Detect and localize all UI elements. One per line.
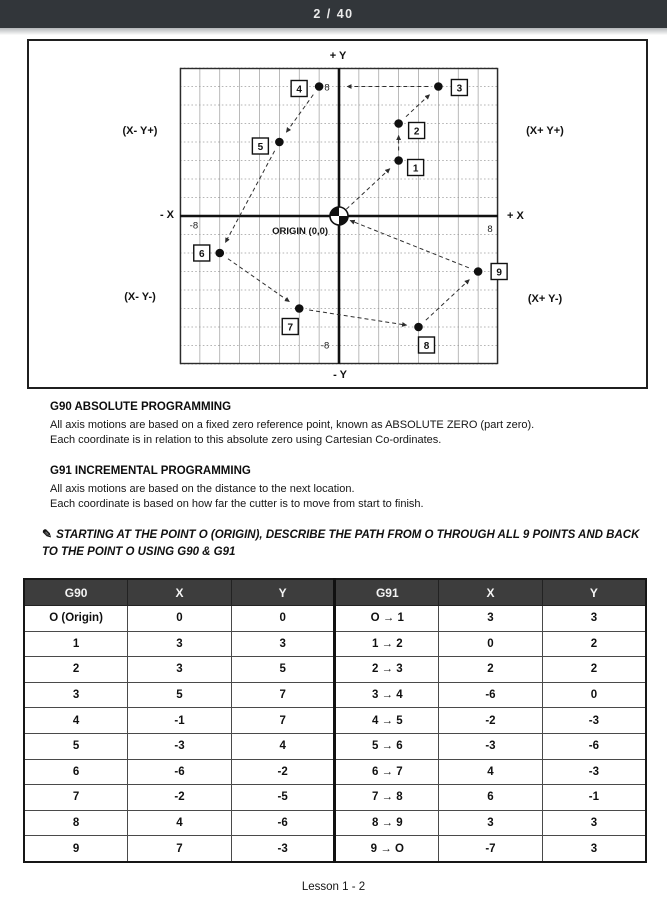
table-cell: -3: [542, 708, 646, 734]
table-cell: 3: [24, 682, 128, 708]
table-cell: 0: [231, 606, 335, 632]
table-cell: -7: [439, 836, 543, 862]
table-cell: 6 → 7: [335, 759, 439, 785]
table-cell: -2: [128, 785, 232, 811]
point-label-7: 7: [287, 322, 294, 334]
coordinate-grid-svg: [180, 68, 502, 364]
table-cell: 3: [128, 657, 232, 683]
table-cell: 9: [24, 836, 128, 862]
table-cell: -2: [231, 759, 335, 785]
lesson-footer: Lesson 1 - 2: [301, 881, 366, 893]
coordinates-table: [23, 578, 647, 863]
section-g90-heading: G90 ABSOLUTE PROGRAMMING: [50, 401, 232, 413]
table-cell: 4: [128, 810, 232, 836]
table-cell: 0: [439, 631, 543, 657]
point-label-8: 8: [423, 341, 430, 352]
point-dot-6: [215, 249, 224, 258]
column-header: G91: [335, 579, 439, 606]
section-g90: [50, 400, 650, 449]
table-row: [24, 785, 646, 811]
table-row: [24, 708, 646, 734]
table-cell: O (Origin): [24, 606, 128, 632]
point-dot-1: [394, 156, 403, 165]
table-cell: 3 → 4: [335, 682, 439, 708]
section-g91-line1: All axis motions are based on the distance to the next location.: [50, 482, 355, 495]
table-cell: -3: [128, 733, 232, 759]
table-cell: -2: [439, 708, 543, 734]
point-label-6: 6: [198, 249, 205, 260]
table-cell: 9 → O: [335, 836, 439, 862]
table-cell: -3: [542, 759, 646, 785]
table-cell: 2: [439, 657, 543, 683]
table-cell: 6: [24, 759, 128, 785]
tick-label: 8: [487, 223, 493, 235]
table-cell: -6: [128, 759, 232, 785]
table-row: [24, 759, 646, 785]
table-cell: 8 → 9: [335, 810, 439, 836]
table-cell: 5: [24, 733, 128, 759]
table-cell: -6: [231, 810, 335, 836]
table-cell: 8: [24, 810, 128, 836]
column-header: Y: [231, 579, 335, 606]
point-label-5: 5: [257, 142, 264, 153]
table-cell: 2: [542, 657, 646, 683]
table-cell: 5: [128, 682, 232, 708]
viewer-toolbar: [0, 0, 667, 28]
table-cell: -3: [231, 836, 335, 862]
point-label-9: 9: [496, 267, 502, 279]
table-row: [24, 836, 646, 862]
column-header: X: [439, 579, 543, 606]
table-cell: 5: [231, 657, 335, 683]
table-cell: 2 → 3: [335, 657, 439, 683]
point-label-4: 4: [296, 84, 302, 96]
table-cell: 3: [542, 810, 646, 836]
point-dot-2: [394, 119, 403, 128]
table-row: [24, 606, 646, 632]
point-dot-5: [275, 138, 284, 147]
quadrant-label-bottom-right: (X+ Y-): [527, 293, 563, 305]
table-cell: 3: [439, 606, 543, 632]
table-cell: 5 → 6: [335, 733, 439, 759]
table-cell: 4: [231, 733, 335, 759]
point-label-3: 3: [456, 83, 463, 95]
table-row: [24, 657, 646, 683]
table-cell: 1 → 2: [335, 631, 439, 657]
axis-label-minus-x: - X: [159, 209, 174, 221]
table-cell: 2: [542, 631, 646, 657]
table-cell: 3: [439, 810, 543, 836]
table-cell: -3: [439, 733, 543, 759]
page-indicator: 2 / 40: [313, 7, 354, 21]
section-g91-heading: G91 INCREMENTAL PROGRAMMING: [50, 465, 251, 477]
table-cell: 0: [128, 606, 232, 632]
axis-label-minus-y: - Y: [333, 369, 347, 381]
table-row: [24, 810, 646, 836]
table-head-row: [24, 579, 646, 606]
table-cell: -6: [439, 682, 543, 708]
tick-label: 8: [324, 82, 330, 94]
table-cell: 4: [24, 708, 128, 734]
table-cell: 0: [542, 682, 646, 708]
section-g91-line2: Each coordinate is based on how far the cutter is to move from start to finish.: [50, 498, 424, 510]
table-row: [24, 631, 646, 657]
table-body: [24, 606, 646, 862]
table-cell: -1: [542, 785, 646, 811]
table-cell: 3: [128, 631, 232, 657]
quadrant-label-top-right: (X+ Y+): [526, 125, 564, 137]
section-g90-line1: All axis motions are based on a fixed zero reference point, known as ABSOLUTE ZERO (part zero).: [50, 418, 535, 431]
table-cell: 3: [542, 606, 646, 632]
table-cell: 7: [231, 708, 335, 734]
table-cell: 7: [24, 785, 128, 811]
table-cell: 2: [24, 657, 128, 683]
axis-label-plus-x: + X: [507, 210, 524, 222]
origin-label: ORIGIN (0,0): [272, 225, 329, 237]
point-dot-4: [315, 82, 324, 91]
column-header: G90: [24, 579, 128, 606]
table-cell: 4: [439, 759, 543, 785]
table-row: [24, 733, 646, 759]
table-cell: 3: [231, 631, 335, 657]
table-cell: O → 1: [335, 606, 439, 632]
point-label-2: 2: [413, 126, 420, 138]
point-dot-3: [434, 82, 443, 91]
tick-label: -8: [320, 340, 330, 352]
table-cell: -5: [231, 785, 335, 811]
column-header: X: [128, 579, 232, 606]
page-top-shadow: [0, 28, 667, 35]
pencil-icon: ✎: [42, 527, 53, 541]
tick-label: -8: [189, 220, 199, 232]
table-cell: 3: [542, 836, 646, 862]
table-cell: 1: [24, 631, 128, 657]
table-cell: -1: [128, 708, 232, 734]
point-dot-8: [414, 323, 423, 332]
table-row: [24, 682, 646, 708]
table-cell: -6: [542, 733, 646, 759]
quadrant-label-bottom-left: (X- Y-): [124, 291, 156, 303]
quadrant-label-top-left: (X- Y+): [122, 125, 158, 137]
section-g91: [50, 464, 650, 513]
table-cell: 7 → 8: [335, 785, 439, 811]
point-label-1: 1: [412, 163, 419, 175]
task-instruction-text: STARTING AT THE POINT O (ORIGIN), DESCRIBE THE PATH FROM O THROUGH ALL 9 POINTS AND BACK TO THE POINT O USING G90 & G91: [42, 529, 640, 558]
table-cell: 7: [231, 682, 335, 708]
coordinate-diagram: [27, 39, 648, 389]
point-dot-9: [474, 267, 483, 276]
axis-label-plus-y: + Y: [329, 50, 347, 62]
table-cell: 6: [439, 785, 543, 811]
point-dot-7: [295, 304, 304, 313]
section-g90-line2: Each coordinate is in relation to this absolute zero using Cartesian Co-ordinates.: [50, 434, 442, 446]
table-cell: 7: [128, 836, 232, 862]
task-instruction: [42, 526, 648, 561]
table-cell: 4 → 5: [335, 708, 439, 734]
column-header: Y: [542, 579, 646, 606]
